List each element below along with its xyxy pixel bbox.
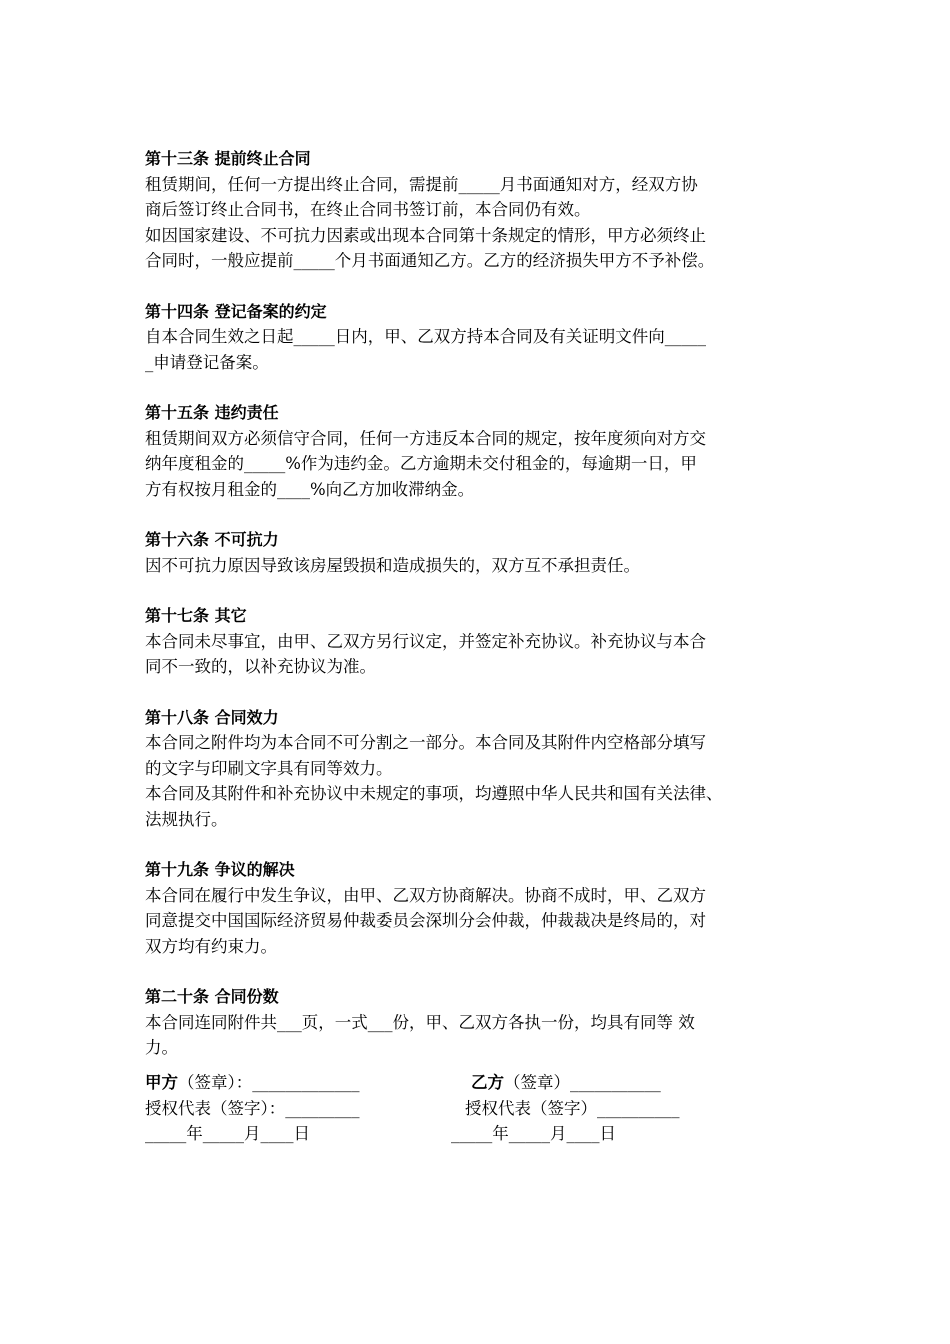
article-text-line: 商后签订终止合同书，在终止合同书签订前，本合同仍有效。 xyxy=(145,200,591,219)
article-section xyxy=(145,857,815,959)
date-row xyxy=(145,1121,825,1147)
article-text-line: 租赁期间双方必须信守合同，任何一方违反本合同的规定，按年度须向对方交 xyxy=(145,428,706,448)
article-text-line: 因不可抗力原因导致该房屋毁损和造成损失的，双方互不承担责任。 xyxy=(145,555,640,575)
article-section xyxy=(145,984,815,1061)
article-text-line: 本合同连同附件共___页，一式___份，甲、乙双方各执一份，均具有同等 效 xyxy=(145,1012,695,1032)
article-section xyxy=(145,705,815,833)
party-a-label: 甲方 xyxy=(145,1073,178,1092)
party-b-representative: 授权代表（签字）__________ xyxy=(465,1098,680,1118)
article-text-line: 同不一致的，以补充协议为准。 xyxy=(145,657,376,676)
party-a-seal-line: （签章）：_____________ xyxy=(178,1073,360,1092)
article-heading: 第二十条 合同份数 xyxy=(145,987,279,1006)
party-b-label: 乙方 xyxy=(471,1073,504,1092)
article-section xyxy=(145,400,815,502)
article-section xyxy=(145,299,815,376)
article-heading: 第十四条 登记备案的约定 xyxy=(145,301,327,321)
article-text-line: 自本合同生效之日起_____日内，甲、乙双方持本合同及有关证明文件向_____ xyxy=(145,327,706,346)
article-heading: 第十八条 合同效力 xyxy=(145,707,279,727)
article-heading: 第十五条 违约责任 xyxy=(145,403,279,422)
article-text-line: 的文字与印刷文字具有同等效力。 xyxy=(145,758,393,778)
article-text-line: _申请登记备案。 xyxy=(145,352,269,372)
article-section xyxy=(145,146,815,274)
article-text-line: 本合同及其附件和补充协议中未规定的事项，均遵照中华人民共和国有关法律、 xyxy=(145,784,723,803)
article-heading: 第十六条 不可抗力 xyxy=(145,530,279,549)
article-section xyxy=(145,603,815,680)
article-text-line: 租赁期间，任何一方提出终止合同，需提前_____月书面通知对方，经双方协 xyxy=(145,174,698,194)
article-text-line: 纳年度租金的_____%作为违约金。乙方逾期未交付租金的，每逾期一日，甲 xyxy=(145,454,697,473)
party-row xyxy=(145,1070,825,1096)
article-text-line: 如因国家建设、不可抗力因素或出现本合同第十条规定的情形，甲方必须终止 xyxy=(145,225,706,245)
article-text-line: 力。 xyxy=(145,1038,178,1057)
article-heading: 第十三条 提前终止合同 xyxy=(145,149,311,168)
article-text-line: 本合同之附件均为本合同不可分割之一部分。本合同及其附件内空格部分填写 xyxy=(145,733,706,752)
article-text-line: 本合同在履行中发生争议，由甲、乙双方协商解决。协商不成时，甲、乙双方 xyxy=(145,885,706,905)
article-text-line: 法规执行。 xyxy=(145,809,228,829)
party-b-signature xyxy=(471,1070,661,1096)
party-b-date: _____年_____月____日 xyxy=(451,1124,616,1143)
party-a-date: _____年_____月____日 xyxy=(145,1124,310,1143)
signature-block xyxy=(145,1070,825,1147)
article-heading: 第十七条 其它 xyxy=(145,606,247,625)
article-text-line: 合同时，一般应提前_____个月书面通知乙方。乙方的经济损失甲方不予补偿。 xyxy=(145,251,715,270)
party-a-representative: 授权代表（签字）：_________ xyxy=(145,1098,360,1118)
article-text-line: 同意提交中国国际经济贸易仲裁委员会深圳分会仲裁，仲裁裁决是终局的，对 xyxy=(145,911,706,930)
article-heading: 第十九条 争议的解决 xyxy=(145,860,295,879)
contract-articles xyxy=(145,146,815,1086)
party-a-signature xyxy=(145,1070,360,1096)
article-text-line: 本合同未尽事宜，由甲、乙双方另行议定，并签定补充协议。补充协议与本合 xyxy=(145,631,706,651)
party-b-seal-line: （签章）___________ xyxy=(504,1073,661,1092)
article-text-line: 双方均有约束力。 xyxy=(145,936,277,956)
article-section xyxy=(145,527,815,578)
article-text-line: 方有权按月租金的____%向乙方加收滞纳金。 xyxy=(145,479,475,499)
representative-row xyxy=(145,1096,825,1122)
